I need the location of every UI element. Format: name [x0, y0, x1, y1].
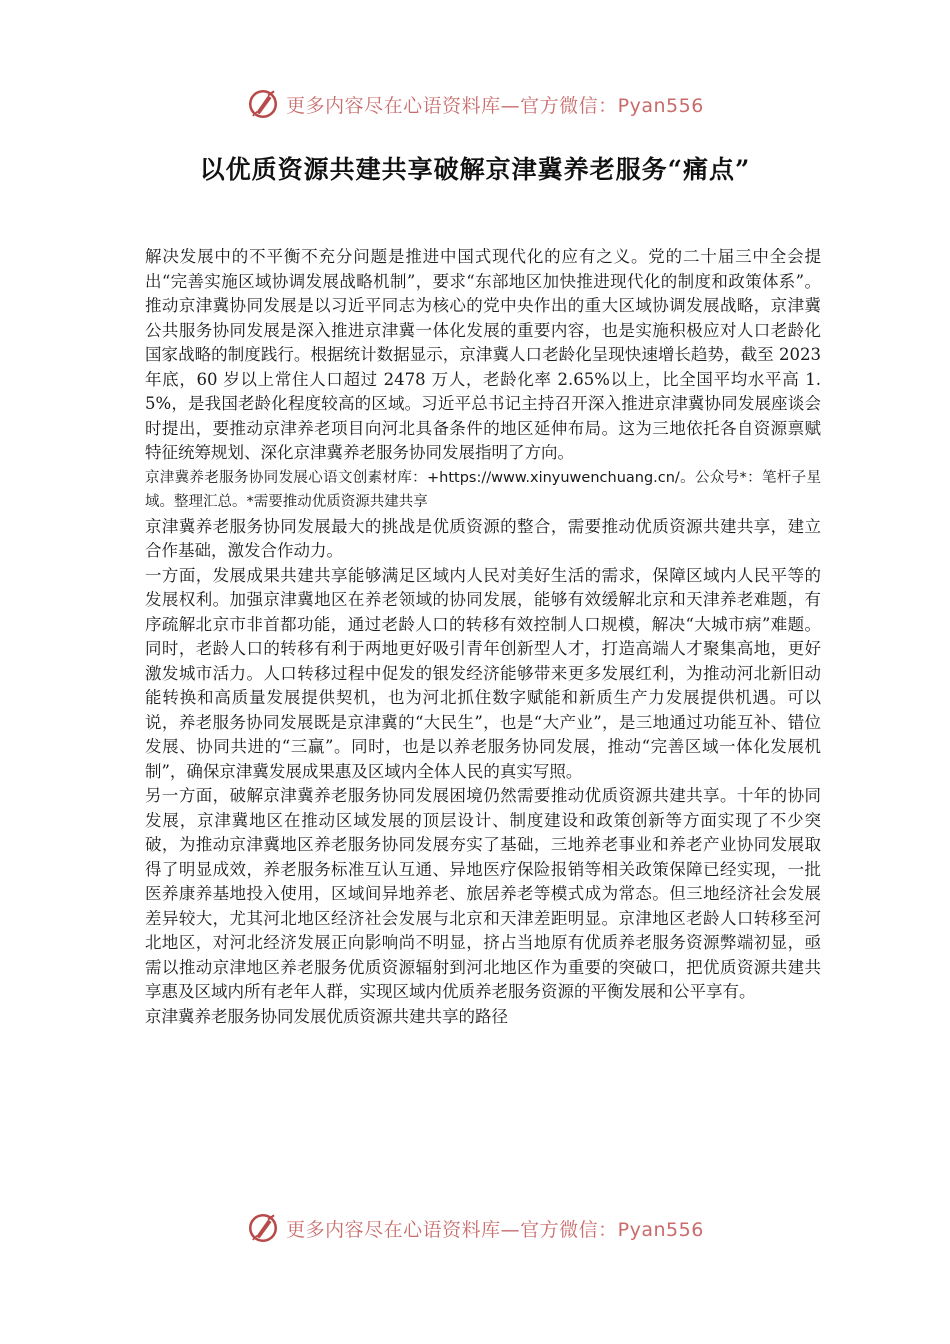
footer-banner-text: 更多内容尽在心语资料库—官方微信：Pyan556: [286, 1218, 704, 1241]
paragraph-intro: 解决发展中的不平衡不充分问题是推进中国式现代化的应有之义。党的二十届三中全会提出“完善实施区域协调发展战略机制”，要求“东部地区加快推进现代化的制度和政策体系”。推动京津冀协同发展是以习近平同志为核心的党中央作出的重大区域协调发展战略，京津冀公共服务协同发展是深入推进京津冀一体化发展的重要内容，也是实施积极应对人口老龄化国家战略的制度践行。根据统计数据显示，京津冀人口老龄化呈现快速增长趋势，截至 2023 年底，60 岁以上常住人口超过 2478 万人，老龄化率 2.65%以上，比全国平均水平高 1.5%，是我国老龄化程度较高的区域。习近平总书记主持召开深入推进京津冀协同发展座谈会时提出，要推动京津养老项目向河北具备条件的地区延伸布局。这为三地依托各自资源禀赋特征统筹规划、深化京津冀养老服务协同发展指明了方向。: [145, 247, 821, 462]
header-banner: [0, 84, 950, 124]
footer-banner: [0, 1208, 950, 1248]
paragraph-challenge: 京津冀养老服务协同发展最大的挑战是优质资源的整合，需要推动优质资源共建共享，建立合作基础，激发合作动力。: [145, 516, 821, 560]
paragraph-other-side: 另一方面，破解京津冀养老服务协同发展困境仍然需要推动优质资源共建共享。十年的协同发展，京津冀地区在推动区域发展的顶层设计、制度建设和政策创新等方面实现了不少突破，为推动京津冀地区养老服务协同发展夯实了基础，三地养老事业和养老产业协同发展取得了明显成效，养老服务标准互认互通、异地医疗保险报销等相关政策保障已经实现，一批医养康养基地投入使用，区域间异地养老、旅居养老等模式成为常态。但三地经济社会发展差异较大，尤其河北地区经济社会发展与北京和天津差距明显。京津地区老龄人口转移至河北地区，对河北经济发展正向影响尚不明显，挤占当地原有优质养老服务资源弊端初显，亟需以推动京津地区养老服务优质资源辐射到河北地区作为重要的突破口，把优质资源共建共享惠及区域内所有老年人群，实现区域内优质养老服务资源的平衡发展和公平享有。: [145, 786, 821, 1001]
pen-circle-logo-icon: [246, 1211, 280, 1245]
page-title: 以优质资源共建共享破解京津冀养老服务“痛点”: [199, 155, 751, 184]
header-banner-text: 更多内容尽在心语资料库—官方微信：Pyan556: [286, 94, 704, 117]
paragraph-source-note: 京津冀养老服务协同发展心语文创素材库：+https://www.xinyuwenchuang.cn/。公众号*：笔杆子星域。整理汇总。*需要推动优质资源共建共享: [145, 469, 821, 510]
paragraph-one-side: 一方面，发展成果共建共享能够满足区域内人民对美好生活的需求，保障区域内人民平等的发展权利。加强京津冀地区在养老领域的协同发展，能够有效缓解北京和天津养老难题，有序疏解北京市非首都功能，通过老龄人口的转移有效控制人口规模，解决“大城市病”难题。同时，老龄人口的转移有利于两地更好吸引青年创新型人才，打造高端人才聚集高地，更好激发城市活力。人口转移过程中促发的银发经济能够带来更多发展红利，为推动河北新旧动能转换和高质量发展提供契机，也为河北抓住数字赋能和新质生产力发展提供机遇。可以说，养老服务协同发展既是京津冀的“大民生”，也是“大产业”，是三地通过功能互补、错位发展、协同共进的“三赢”。同时，也是以养老服务协同发展，推动“完善区域一体化发展机制”，确保京津冀发展成果惠及区域内全体人民的真实写照。: [145, 565, 821, 781]
article-body: [145, 245, 821, 1029]
pen-circle-logo-icon: [246, 87, 280, 121]
section-heading-path: 京津冀养老服务协同发展优质资源共建共享的路径: [145, 1006, 508, 1026]
